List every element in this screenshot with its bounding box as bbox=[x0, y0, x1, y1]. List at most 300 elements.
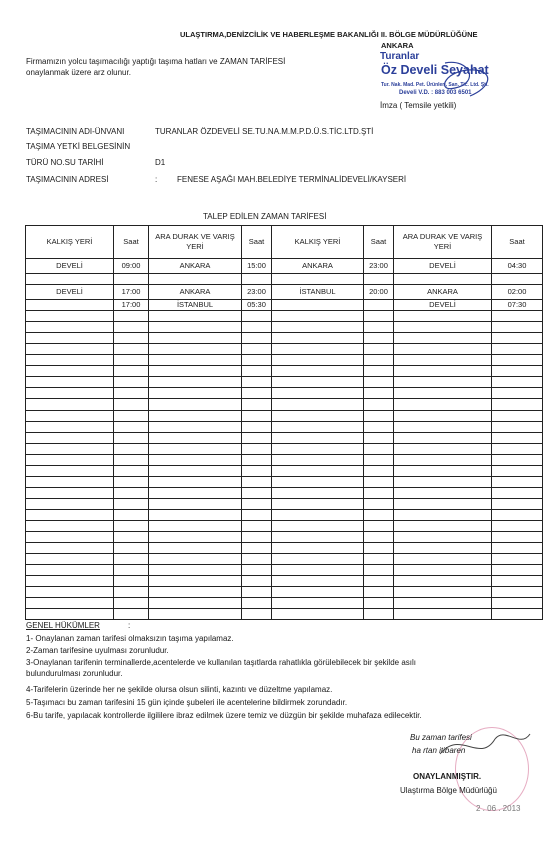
timetable-cell bbox=[242, 520, 272, 531]
timetable-cell bbox=[272, 543, 364, 554]
timetable-cell bbox=[364, 554, 394, 565]
timetable-cell bbox=[242, 454, 272, 465]
rule-item: 5-Taşımacı bu zaman tarifesini 15 gün içinde şubeleri ile acentelerine bildirmek zorundadır. bbox=[26, 698, 348, 707]
timetable-cell bbox=[492, 399, 543, 410]
timetable-cell bbox=[242, 399, 272, 410]
timetable-cell bbox=[114, 509, 149, 520]
timetable-cell bbox=[242, 598, 272, 609]
timetable-row bbox=[26, 565, 543, 576]
timetable-cell bbox=[149, 366, 242, 377]
timetable-row bbox=[26, 274, 543, 285]
timetable-cell bbox=[114, 454, 149, 465]
company-stamp-line-3: Tur. Nak. Mad. Pet. Ürünleri, San. Tic. Ltd. Şti. bbox=[381, 82, 489, 88]
timetable-cell bbox=[149, 322, 242, 333]
intro-line-2: onaylanmak üzere arz olunur. bbox=[26, 68, 131, 77]
timetable-cell bbox=[26, 432, 114, 443]
timetable-cell bbox=[26, 520, 114, 531]
timetable-cell bbox=[492, 432, 543, 443]
timetable-row bbox=[26, 576, 543, 587]
timetable-row bbox=[26, 476, 543, 487]
timetable-cell bbox=[492, 465, 543, 476]
city-header: ANKARA bbox=[381, 41, 414, 50]
timetable-cell bbox=[114, 388, 149, 399]
timetable-cell bbox=[114, 487, 149, 498]
timetable-cell bbox=[242, 543, 272, 554]
timetable-cell: 17:00 bbox=[114, 300, 149, 311]
timetable-row bbox=[26, 410, 543, 421]
timetable-cell bbox=[272, 322, 364, 333]
timetable-row bbox=[26, 465, 543, 476]
timetable-cell bbox=[149, 311, 242, 322]
timetable-cell bbox=[364, 443, 394, 454]
timetable-cell bbox=[114, 355, 149, 366]
timetable-cell bbox=[364, 587, 394, 598]
timetable-cell bbox=[492, 498, 543, 509]
timetable-cell bbox=[394, 487, 492, 498]
timetable-cell bbox=[394, 322, 492, 333]
timetable-cell bbox=[364, 565, 394, 576]
timetable-cell bbox=[26, 443, 114, 454]
timetable-cell bbox=[272, 388, 364, 399]
timetable-cell bbox=[242, 311, 272, 322]
timetable-cell bbox=[394, 366, 492, 377]
timetable-cell bbox=[26, 377, 114, 388]
timetable-cell: ANKARA bbox=[394, 285, 492, 300]
timetable-row bbox=[26, 443, 543, 454]
timetable-cell bbox=[492, 388, 543, 399]
timetable-cell bbox=[492, 487, 543, 498]
stamp-date: 2 . 06 . 2013 bbox=[476, 804, 521, 813]
timetable-cell bbox=[114, 532, 149, 543]
timetable-cell bbox=[272, 432, 364, 443]
col-header-time: Saat bbox=[364, 226, 394, 259]
timetable-cell bbox=[492, 509, 543, 520]
timetable-cell bbox=[26, 498, 114, 509]
timetable-cell bbox=[114, 598, 149, 609]
timetable-cell: ANKARA bbox=[272, 259, 364, 274]
timetable-cell bbox=[114, 421, 149, 432]
timetable-cell bbox=[394, 565, 492, 576]
timetable-cell bbox=[149, 565, 242, 576]
type-label: TÜRÜ NO.SU TARİHİ bbox=[26, 158, 104, 167]
timetable-cell bbox=[26, 454, 114, 465]
timetable-cell bbox=[26, 532, 114, 543]
signature-caption: İmza ( Temsile yetkili) bbox=[380, 101, 457, 110]
timetable-cell bbox=[394, 443, 492, 454]
timetable-cell bbox=[272, 300, 364, 311]
timetable-cell bbox=[492, 333, 543, 344]
timetable-row bbox=[26, 285, 543, 300]
timetable-cell bbox=[149, 454, 242, 465]
col-header-stop-arrival: ARA DURAK VE VARIŞ YERİ bbox=[149, 226, 242, 259]
timetable-cell bbox=[272, 609, 364, 620]
timetable-cell bbox=[272, 487, 364, 498]
timetable-cell bbox=[242, 366, 272, 377]
timetable-cell bbox=[114, 432, 149, 443]
timetable-row bbox=[26, 498, 543, 509]
timetable-cell bbox=[364, 532, 394, 543]
timetable-cell bbox=[26, 609, 114, 620]
timetable-cell bbox=[394, 333, 492, 344]
timetable-cell bbox=[26, 598, 114, 609]
timetable-cell bbox=[364, 509, 394, 520]
timetable-cell bbox=[272, 366, 364, 377]
timetable-cell bbox=[114, 476, 149, 487]
timetable-cell bbox=[242, 432, 272, 443]
timetable-row bbox=[26, 355, 543, 366]
timetable-cell: DEVELİ bbox=[394, 300, 492, 311]
timetable-row bbox=[26, 344, 543, 355]
timetable-cell bbox=[272, 476, 364, 487]
timetable-cell bbox=[394, 344, 492, 355]
timetable-cell bbox=[364, 465, 394, 476]
timetable-cell bbox=[492, 587, 543, 598]
timetable-cell: 23:00 bbox=[364, 259, 394, 274]
timetable-cell bbox=[149, 476, 242, 487]
timetable-cell bbox=[149, 274, 242, 285]
timetable-cell bbox=[242, 465, 272, 476]
timetable-cell bbox=[26, 554, 114, 565]
timetable-cell bbox=[492, 311, 543, 322]
timetable-cell bbox=[26, 487, 114, 498]
timetable-cell bbox=[272, 399, 364, 410]
timetable-cell bbox=[492, 543, 543, 554]
rule-item: 6-Bu tarife, yapılacak kontrollerde ilgililere ibraz edilmek üzere temiz ve düzgün bir şekilde muhafaza edilecektir. bbox=[26, 711, 422, 720]
timetable-cell bbox=[364, 454, 394, 465]
company-stamp-line-4: Develi V.D. : 883 003 6501 bbox=[399, 90, 472, 96]
timetable-cell bbox=[394, 410, 492, 421]
timetable-cell bbox=[149, 399, 242, 410]
timetable-cell bbox=[114, 609, 149, 620]
timetable-cell bbox=[364, 333, 394, 344]
timetable-cell bbox=[114, 311, 149, 322]
timetable-cell bbox=[492, 344, 543, 355]
timetable-cell bbox=[149, 532, 242, 543]
timetable-cell bbox=[272, 565, 364, 576]
timetable-cell bbox=[149, 465, 242, 476]
timetable-cell bbox=[26, 465, 114, 476]
timetable-cell bbox=[114, 587, 149, 598]
timetable-cell bbox=[364, 576, 394, 587]
company-value: TURANLAR ÖZDEVELİ SE.TU.NA.M.M.P.D.Ü.S.TİC.LTD.ŞTİ bbox=[155, 127, 374, 136]
timetable-cell bbox=[149, 498, 242, 509]
timetable-cell bbox=[492, 421, 543, 432]
timetable-cell bbox=[242, 274, 272, 285]
timetable-cell bbox=[149, 432, 242, 443]
timetable-cell: İSTANBUL bbox=[149, 300, 242, 311]
timetable-cell bbox=[26, 366, 114, 377]
col-header-time: Saat bbox=[492, 226, 543, 259]
timetable-row bbox=[26, 432, 543, 443]
timetable-cell bbox=[149, 443, 242, 454]
timetable-cell bbox=[394, 587, 492, 598]
timetable-cell bbox=[364, 476, 394, 487]
timetable-cell bbox=[394, 576, 492, 587]
timetable-cell bbox=[149, 543, 242, 554]
timetable-cell bbox=[394, 432, 492, 443]
timetable-cell bbox=[26, 410, 114, 421]
timetable-row bbox=[26, 520, 543, 531]
timetable-cell bbox=[394, 377, 492, 388]
timetable-cell bbox=[149, 377, 242, 388]
timetable-cell bbox=[26, 333, 114, 344]
timetable-cell bbox=[394, 355, 492, 366]
timetable-cell bbox=[272, 576, 364, 587]
rule-item: bulundurulması zorunludur. bbox=[26, 669, 123, 678]
timetable-row bbox=[26, 399, 543, 410]
timetable-cell bbox=[114, 543, 149, 554]
timetable-cell bbox=[26, 421, 114, 432]
rule-item: 3-Onaylanan tarifenin terminallerde,acentelerde ve kullanılan taşıtlarda rahatlıkla görülebilecek bir şekilde asılı bbox=[26, 658, 416, 667]
col-header-time: Saat bbox=[242, 226, 272, 259]
timetable-cell bbox=[149, 509, 242, 520]
approval-line-4: Ulaştırma Bölge Müdürlüğü bbox=[400, 786, 497, 795]
timetable-cell bbox=[394, 598, 492, 609]
timetable-cell bbox=[242, 410, 272, 421]
timetable-cell bbox=[114, 554, 149, 565]
timetable-row bbox=[26, 587, 543, 598]
timetable-cell bbox=[394, 311, 492, 322]
timetable-cell bbox=[26, 300, 114, 311]
timetable-cell bbox=[394, 554, 492, 565]
timetable-cell bbox=[492, 454, 543, 465]
timetable-cell bbox=[492, 410, 543, 421]
timetable-cell bbox=[394, 532, 492, 543]
timetable-cell bbox=[492, 598, 543, 609]
timetable-cell bbox=[114, 576, 149, 587]
type-value: D1 bbox=[155, 158, 166, 167]
timetable-cell bbox=[114, 465, 149, 476]
timetable-cell bbox=[114, 377, 149, 388]
timetable-cell bbox=[492, 565, 543, 576]
timetable-cell bbox=[149, 355, 242, 366]
timetable-cell bbox=[26, 543, 114, 554]
timetable-cell bbox=[492, 609, 543, 620]
timetable-cell bbox=[394, 399, 492, 410]
timetable-cell bbox=[364, 598, 394, 609]
col-header-departure: KALKIŞ YERİ bbox=[26, 226, 114, 259]
timetable-cell bbox=[242, 355, 272, 366]
timetable-row bbox=[26, 377, 543, 388]
timetable-cell: DEVELİ bbox=[26, 259, 114, 274]
rule-item: 4-Tarifelerin üzerinde her ne şekilde olursa olsun silinti, kazıntı ve düzeltme yapılamaz. bbox=[26, 685, 333, 694]
timetable-cell bbox=[149, 587, 242, 598]
timetable-cell bbox=[242, 322, 272, 333]
timetable-cell bbox=[364, 487, 394, 498]
timetable-cell bbox=[114, 565, 149, 576]
timetable-cell bbox=[394, 421, 492, 432]
timetable-cell bbox=[492, 443, 543, 454]
timetable-cell bbox=[394, 509, 492, 520]
timetable-cell bbox=[394, 498, 492, 509]
timetable-cell bbox=[272, 421, 364, 432]
timetable-cell bbox=[114, 399, 149, 410]
timetable-row bbox=[26, 532, 543, 543]
timetable-cell bbox=[364, 274, 394, 285]
timetable-cell bbox=[242, 388, 272, 399]
timetable-row bbox=[26, 598, 543, 609]
timetable-cell: 17:00 bbox=[114, 285, 149, 300]
timetable-cell bbox=[364, 410, 394, 421]
timetable-cell bbox=[272, 454, 364, 465]
timetable-cell bbox=[242, 576, 272, 587]
timetable-cell bbox=[114, 274, 149, 285]
timetable-row bbox=[26, 322, 543, 333]
timetable-row bbox=[26, 421, 543, 432]
timetable-cell bbox=[364, 421, 394, 432]
timetable-row bbox=[26, 609, 543, 620]
timetable-cell bbox=[149, 520, 242, 531]
timetable-row bbox=[26, 543, 543, 554]
timetable-cell bbox=[26, 344, 114, 355]
timetable-cell bbox=[242, 344, 272, 355]
timetable-cell bbox=[492, 366, 543, 377]
address-value: FENESE AŞAĞI MAH.BELEDİYE TERMİNALİDEVELİ/KAYSERİ bbox=[177, 175, 407, 184]
timetable-row bbox=[26, 454, 543, 465]
timetable-cell: DEVELİ bbox=[26, 285, 114, 300]
timetable-cell bbox=[149, 598, 242, 609]
timetable-cell bbox=[272, 311, 364, 322]
timetable-cell bbox=[242, 421, 272, 432]
timetable-cell: ANKARA bbox=[149, 285, 242, 300]
timetable-cell bbox=[149, 487, 242, 498]
timetable-row bbox=[26, 259, 543, 274]
timetable-cell bbox=[242, 565, 272, 576]
timetable-cell: 05:30 bbox=[242, 300, 272, 311]
timetable-header-row bbox=[26, 226, 543, 259]
timetable-cell bbox=[272, 509, 364, 520]
timetable-cell bbox=[26, 388, 114, 399]
timetable-cell bbox=[242, 333, 272, 344]
timetable-cell bbox=[364, 344, 394, 355]
timetable-cell bbox=[242, 587, 272, 598]
approval-line-3: ONAYLANMIŞTIR. bbox=[413, 772, 482, 781]
timetable-cell bbox=[242, 532, 272, 543]
timetable-cell bbox=[394, 274, 492, 285]
timetable-row bbox=[26, 300, 543, 311]
timetable-cell bbox=[149, 388, 242, 399]
timetable-cell bbox=[364, 498, 394, 509]
rules-title-colon: : bbox=[128, 621, 131, 630]
timetable-cell: 04:30 bbox=[492, 259, 543, 274]
address-separator: : bbox=[155, 175, 158, 184]
timetable-cell bbox=[272, 520, 364, 531]
timetable-cell bbox=[272, 355, 364, 366]
timetable-cell bbox=[364, 543, 394, 554]
timetable-cell bbox=[272, 274, 364, 285]
ministry-header: ULAŞTIRMA,DENİZCİLİK VE HABERLEŞME BAKANLIĞI II. BÖLGE MÜDÜRLÜĞÜNE bbox=[180, 30, 478, 39]
timetable-cell bbox=[272, 554, 364, 565]
timetable-cell bbox=[26, 274, 114, 285]
timetable-cell bbox=[272, 598, 364, 609]
timetable-cell bbox=[364, 520, 394, 531]
timetable-row bbox=[26, 311, 543, 322]
timetable-cell bbox=[492, 554, 543, 565]
timetable-cell bbox=[272, 333, 364, 344]
timetable-cell bbox=[492, 274, 543, 285]
intro-line-1: Firmamızın yolcu taşımacılığı yaptığı taşıma hatları ve ZAMAN TARİFESİ bbox=[26, 57, 286, 66]
timetable-cell bbox=[272, 532, 364, 543]
timetable-cell bbox=[272, 587, 364, 598]
timetable-cell bbox=[364, 377, 394, 388]
timetable-cell bbox=[364, 311, 394, 322]
timetable-row bbox=[26, 487, 543, 498]
permit-label: TAŞIMA YETKİ BELGESİNİN bbox=[26, 142, 131, 151]
approval-signature bbox=[430, 724, 540, 774]
timetable-cell bbox=[149, 576, 242, 587]
timetable-cell bbox=[114, 410, 149, 421]
timetable-cell bbox=[149, 410, 242, 421]
timetable-cell bbox=[364, 432, 394, 443]
timetable-cell bbox=[272, 465, 364, 476]
timetable-cell bbox=[26, 322, 114, 333]
timetable-row bbox=[26, 366, 543, 377]
timetable-cell bbox=[364, 300, 394, 311]
timetable-cell bbox=[394, 465, 492, 476]
timetable-cell bbox=[26, 355, 114, 366]
col-header-time: Saat bbox=[114, 226, 149, 259]
timetable-cell bbox=[26, 509, 114, 520]
timetable-cell bbox=[492, 532, 543, 543]
timetable-cell bbox=[26, 399, 114, 410]
timetable-cell bbox=[242, 443, 272, 454]
col-header-stop-arrival: ARA DURAK VE VARIŞ YERİ bbox=[394, 226, 492, 259]
timetable bbox=[25, 225, 543, 620]
col-header-departure: KALKIŞ YERİ bbox=[272, 226, 364, 259]
timetable-row bbox=[26, 333, 543, 344]
timetable-cell bbox=[26, 565, 114, 576]
timetable-cell: 02:00 bbox=[492, 285, 543, 300]
timetable-cell bbox=[26, 576, 114, 587]
timetable-cell bbox=[364, 399, 394, 410]
timetable-cell bbox=[114, 344, 149, 355]
timetable-cell: İSTANBUL bbox=[272, 285, 364, 300]
timetable-cell bbox=[26, 476, 114, 487]
rule-item: 2-Zaman tarifesine uyulması zorunludur. bbox=[26, 646, 169, 655]
timetable-cell bbox=[394, 609, 492, 620]
timetable-cell bbox=[149, 609, 242, 620]
timetable-cell bbox=[492, 322, 543, 333]
timetable-cell bbox=[394, 543, 492, 554]
timetable-cell bbox=[394, 388, 492, 399]
timetable-cell bbox=[242, 609, 272, 620]
timetable-cell bbox=[272, 443, 364, 454]
approval-line-1: Bu zaman tarifesi bbox=[410, 733, 472, 742]
timetable-cell bbox=[242, 377, 272, 388]
timetable-title: TALEP EDİLEN ZAMAN TARİFESİ bbox=[203, 212, 327, 221]
timetable-cell bbox=[114, 333, 149, 344]
timetable-cell bbox=[364, 388, 394, 399]
timetable-cell bbox=[272, 498, 364, 509]
timetable-cell bbox=[26, 587, 114, 598]
timetable-cell: DEVELİ bbox=[394, 259, 492, 274]
timetable-cell bbox=[114, 443, 149, 454]
timetable-row bbox=[26, 388, 543, 399]
timetable-cell bbox=[394, 476, 492, 487]
timetable-row bbox=[26, 554, 543, 565]
timetable-cell bbox=[149, 344, 242, 355]
timetable-cell bbox=[242, 554, 272, 565]
timetable-cell bbox=[272, 377, 364, 388]
timetable-cell bbox=[242, 509, 272, 520]
timetable-cell bbox=[114, 520, 149, 531]
timetable-cell bbox=[492, 476, 543, 487]
timetable-cell bbox=[492, 576, 543, 587]
timetable-cell: 09:00 bbox=[114, 259, 149, 274]
timetable-cell bbox=[149, 554, 242, 565]
timetable-cell bbox=[394, 520, 492, 531]
timetable-cell bbox=[364, 609, 394, 620]
